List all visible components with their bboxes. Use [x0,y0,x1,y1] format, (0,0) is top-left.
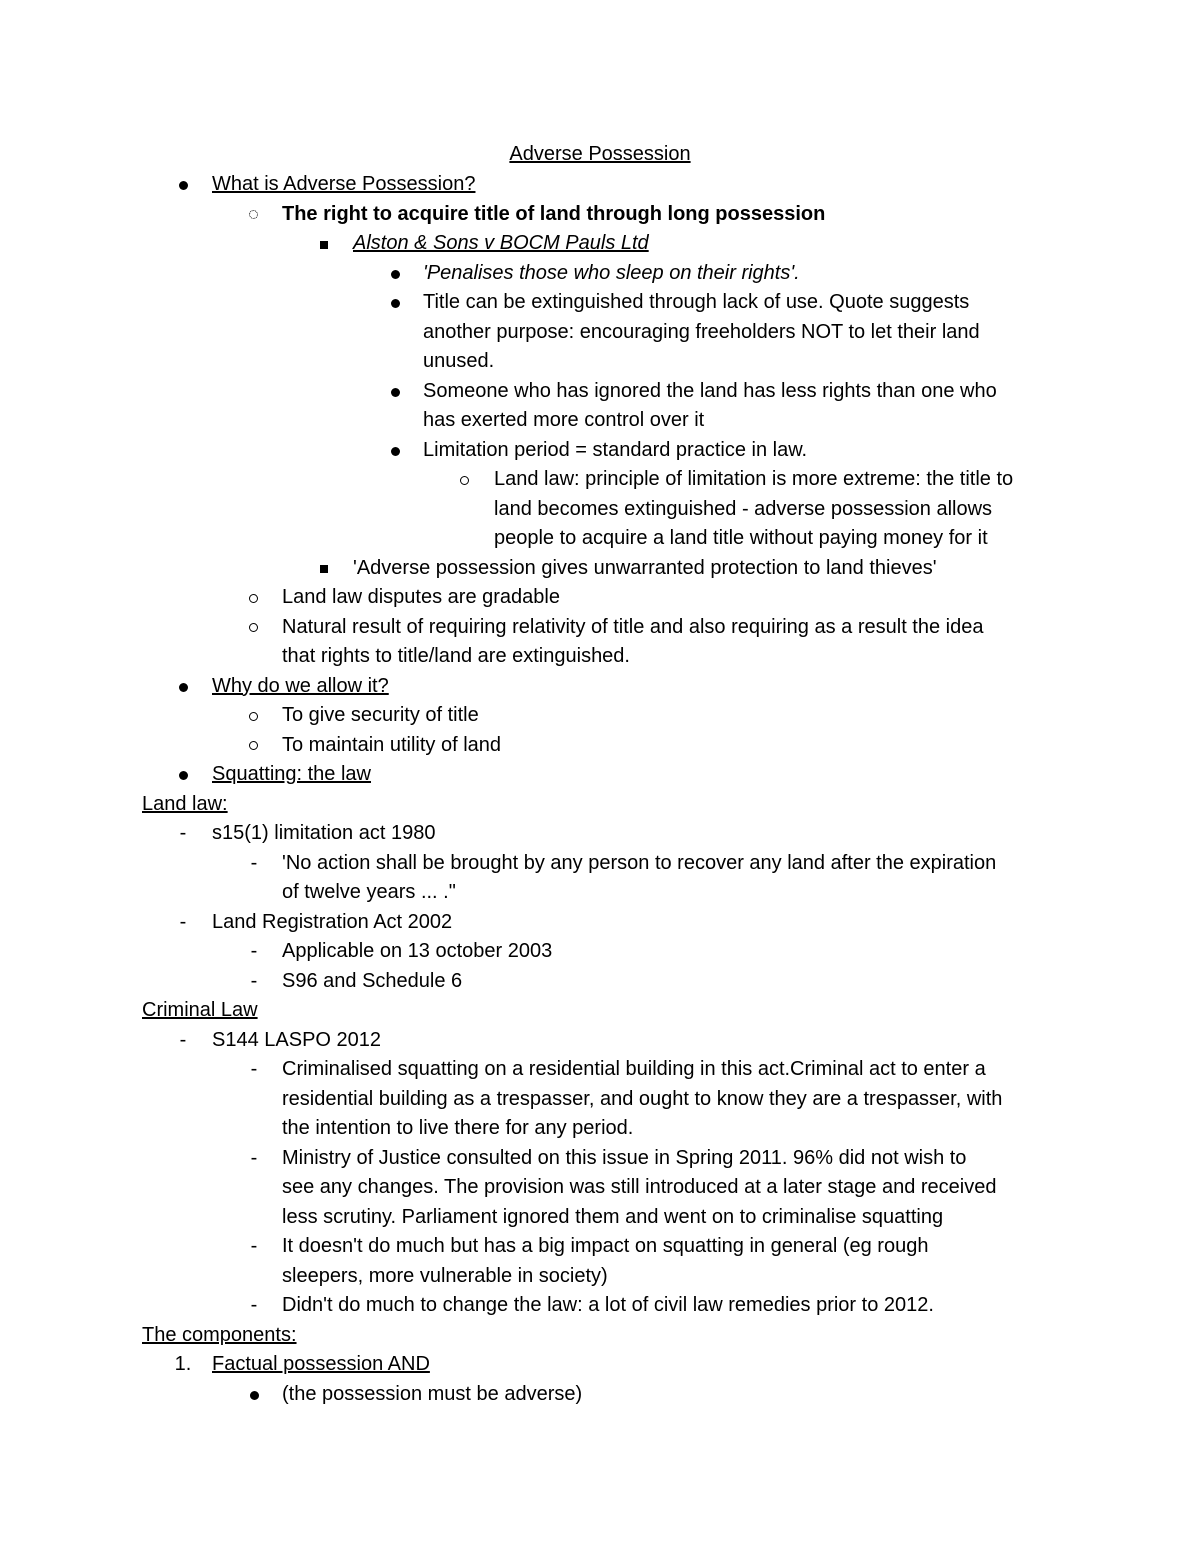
dash-bullet-icon: - [179,910,187,933]
list-item-text: Squatting: the law [212,763,371,785]
list-item-text: s15(1) limitation act 1980 [212,822,436,844]
list-item [0,760,1200,790]
list-item [0,996,1200,1026]
list-number: 1. [174,1353,192,1375]
list-item-text: Limitation period = standard practice in law. [423,438,808,461]
dash-bullet-icon: - [250,851,258,874]
list-item [0,347,1200,377]
list-item [0,1114,1200,1144]
list-item [0,672,1200,702]
list-item-text: Land law: principle of limitation is more extreme: the title to [494,468,1014,490]
circle-bullet-icon [249,594,258,603]
list-item [0,259,1200,289]
list-item-text: To give security of title [282,704,479,726]
disc-bullet-icon [179,683,188,692]
list-item-text: Criminalised squatting on a residential building in this act.Criminal act to enter a [282,1058,986,1080]
list-item [0,436,1200,466]
page-title: Adverse Possession [509,143,691,165]
square-bullet-icon [320,241,328,249]
list-item-text: has exerted more control over it [423,409,705,431]
list-item [0,1144,1200,1174]
dash-bullet-icon: - [250,1294,258,1316]
list-item [0,377,1200,407]
list-item [0,524,1200,554]
list-item [0,583,1200,613]
dash-bullet-icon: - [250,940,258,962]
list-item-text: S144 LASPO 2012 [212,1028,382,1051]
list-item-text: Why do we allow it? [212,674,389,697]
dotted-circle-bullet-icon [249,210,258,219]
disc-bullet-icon [250,1391,259,1400]
list-item-text: 'Adverse possession gives unwarranted protection to land thieves' [353,556,937,579]
dash-bullet-icon: - [250,969,258,992]
list-item-text: sleepers, more vulnerable in society) [282,1264,608,1287]
list-item [0,878,1200,908]
list-item [0,1026,1200,1056]
dash-bullet-icon: - [250,1146,258,1169]
list-item-text: residential building as a trespasser, and ought to know they are a trespasser, with [282,1087,1003,1110]
list-item [0,908,1200,938]
list-item-text: What is Adverse Possession? [212,173,476,195]
list-item [0,1350,1200,1380]
list-item [0,613,1200,643]
list-item-text: land becomes extinguished - adverse possession allows [494,497,993,520]
dash-bullet-icon: - [179,1028,187,1051]
list-item-text: To maintain utility of land [282,733,502,756]
list-item-text: Someone who has ignored the land has less rights than one who [423,379,997,402]
list-item-text: Land law: [142,792,228,815]
list-item-text: the intention to live there for any period. [282,1117,634,1139]
list-item [0,849,1200,879]
list-item [0,1321,1200,1351]
list-item-text: It doesn't do much but has a big impact on squatting in general (eg rough [282,1235,929,1257]
list-item [0,1085,1200,1115]
list-item [0,1291,1200,1321]
disc-bullet-icon [179,181,188,190]
list-item [0,642,1200,672]
list-item-text: S96 and Schedule 6 [282,969,463,992]
dash-bullet-icon: - [179,822,187,844]
list-item-text: Ministry of Justice consulted on this issue in Spring 2011. 96% did not wish to [282,1146,967,1169]
list-item [0,1262,1200,1292]
list-item-text: see any changes. The provision was still introduced at a later stage and received [282,1176,997,1198]
list-item-text: The components: [142,1323,297,1346]
disc-bullet-icon [391,299,400,308]
disc-bullet-icon [391,447,400,456]
list-item [0,406,1200,436]
dash-bullet-icon: - [250,1058,258,1080]
list-item-text: unused. [423,350,495,372]
list-item [0,554,1200,584]
list-item-text: (the possession must be adverse) [282,1382,583,1405]
list-item [0,1055,1200,1085]
list-item [0,318,1200,348]
circle-bullet-icon [249,623,258,632]
list-item-text: less scrutiny. Parliament ignored them and went on to criminalise squatting [282,1205,944,1228]
list-item-text: people to acquire a land title without paying money for it [494,527,988,549]
list-item [0,288,1200,318]
disc-bullet-icon [391,388,400,397]
list-item-text: Alston & Sons v BOCM Pauls Ltd [353,232,649,254]
circle-bullet-icon [249,712,258,721]
list-item-text: Didn't do much to change the law: a lot of civil law remedies prior to 2012. [282,1294,934,1316]
circle-bullet-icon [249,741,258,750]
list-item [0,967,1200,997]
list-item-text: 'No action shall be brought by any person to recover any land after the expiration [282,851,997,874]
square-bullet-icon [320,565,328,573]
list-item-text: Land Registration Act 2002 [212,910,453,933]
list-item [0,731,1200,761]
list-item-text: 'Penalises those who sleep on their rights'. [423,261,800,284]
list-item [0,229,1200,259]
list-item [0,1380,1200,1410]
list-item-text: Factual possession AND [212,1353,430,1375]
list-item-text: Criminal Law [142,999,258,1021]
dash-bullet-icon: - [250,1235,258,1257]
list-item [0,790,1200,820]
list-item [0,495,1200,525]
list-item-text: Land law disputes are gradable [282,586,560,608]
list-item-text: The right to acquire title of land through long possession [282,202,826,225]
disc-bullet-icon [179,771,188,780]
list-item-text: that rights to title/land are extinguished. [282,645,630,667]
list-item [0,819,1200,849]
list-item [0,1232,1200,1262]
list-item-text: Natural result of requiring relativity of title and also requiring as a result the idea [282,615,984,638]
list-item-text: of twelve years ... ." [282,881,456,903]
disc-bullet-icon [391,270,400,279]
list-item [0,170,1200,200]
list-item [0,937,1200,967]
list-item-text: Applicable on 13 october 2003 [282,940,553,962]
circle-bullet-icon [460,476,469,485]
list-item [0,1173,1200,1203]
list-item-text: Title can be extinguished through lack of use. Quote suggests [423,291,970,313]
list-item [0,701,1200,731]
list-item [0,200,1200,230]
list-item [0,465,1200,495]
list-item [0,1203,1200,1233]
list-item-text: another purpose: encouraging freeholders NOT to let their land [423,320,980,343]
